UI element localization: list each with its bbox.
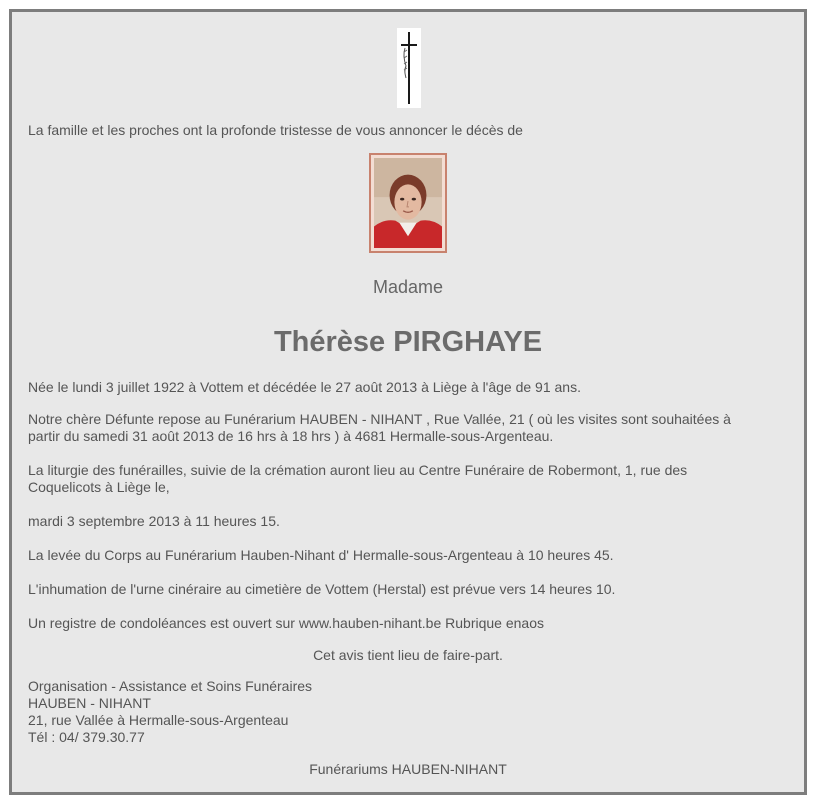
footer-text: Funérariums HAUBEN-NIHANT <box>309 761 507 777</box>
org-line-2: HAUBEN - NIHANT <box>28 695 151 711</box>
liturgy-line-1: La liturgie des funérailles, suivie de la crémation auront lieu au Centre Funéraire de Robermont, 1, rue des <box>28 462 688 478</box>
org-line-4: Tél : 04/ 379.30.77 <box>28 729 145 745</box>
title-madame: Madame <box>372 277 444 297</box>
intro-text: La famille et les proches ont la profonde tristesse de vous annoncer le décès de <box>28 122 523 138</box>
register-text: Un registre de condoléances est ouvert sur www.hauben-nihant.be Rubrique enaos <box>28 615 544 631</box>
portrait-photo <box>374 158 442 248</box>
org-line-1: Organisation - Assistance et Soins Funéraires <box>28 678 313 694</box>
org-line-3: 21, rue Vallée à Hermalle-sous-Argenteau <box>28 712 289 728</box>
repose-line-1: Notre chère Défunte repose au Funérarium HAUBEN - NIHANT , Rue Vallée, 21 ( où les visites sont souhaitées à <box>28 411 731 427</box>
obituary-card <box>9 9 807 795</box>
liturgy-line-2: Coquelicots à Liège le, <box>28 479 170 495</box>
inhumation-text: L'inhumation de l'urne cinéraire au cimetière de Vottem (Herstal) est prévue vers 14 heures 10. <box>28 581 616 597</box>
deceased-name: Thérèse PIRGHAYE <box>273 326 543 358</box>
cross-emblem <box>397 28 421 108</box>
notice-text: Cet avis tient lieu de faire-part. <box>313 647 503 663</box>
ceremony-date: mardi 3 septembre 2013 à 11 heures 15. <box>28 513 280 529</box>
portrait-frame <box>369 153 447 253</box>
levee-text: La levée du Corps au Funérarium Hauben-Nihant d' Hermalle-sous-Argenteau à 10 heures 45. <box>28 547 614 563</box>
repose-line-2: partir du samedi 31 août 2013 de 16 hrs à 18 hrs ) à 4681 Hermalle-sous-Argenteau. <box>28 428 554 444</box>
birth-death-text: Née le lundi 3 juillet 1922 à Vottem et décédée le 27 août 2013 à Liège à l'âge de 91 ans. <box>28 379 581 395</box>
cross-icon <box>397 28 421 108</box>
